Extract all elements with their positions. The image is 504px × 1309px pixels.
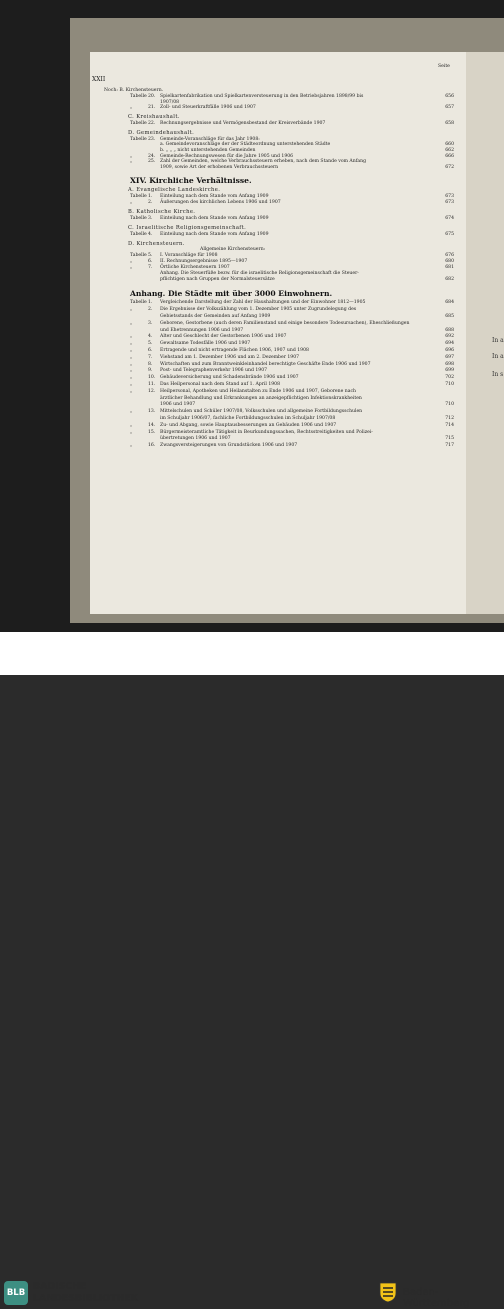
table-number: 15. [148,429,156,435]
row-label: „ [130,354,133,360]
continued-header: Noch: B. Kirchensteuern. [104,88,164,93]
page-ref: 675 [445,232,454,238]
page-ref: 692 [445,334,454,340]
page-ref: 699 [445,368,454,374]
entry-title: pflichtigen nach Gruppen der Normalsteuersätze [160,277,275,283]
page-number: XXII [92,76,106,83]
row-label: „ [130,409,133,415]
adjacent-text: In a [492,337,504,344]
entry-title: Äußerungen des kirchlichen Lebens 1906 und 1907 [160,200,281,206]
page-ref: 673 [445,200,454,206]
page-ref: 710 [445,402,454,408]
row-label: Tabelle [130,300,147,306]
scan-background [0,0,504,632]
page-ref: 698 [445,361,454,367]
page-ref: 676 [445,253,454,259]
entry-title: 1907/08 [160,99,180,105]
entry-title: 1909, sowie Art der erhobenen Verbrauchssteuern [160,164,279,170]
row-label: „ [130,348,133,353]
row-label: Tabelle [130,120,147,126]
entry-title: Die Ergebnisse der Volkszählung vom 1. Dezember 1905 unter Zugrundelegung des [160,307,357,313]
page-ref: 680 [445,259,454,265]
entry-title: Spielkartenfabrikation und Spielkartenversteuerung in den Betriebsjahren 1898/99 bis [160,94,364,99]
entry-title: Einteilung nach dem Stande vom Anfang 1909 [160,194,269,200]
row-label: „ [130,307,133,313]
table-number: 10. [148,375,156,381]
table-number: 21. [148,105,156,111]
entry-title: Bürgermeisteramtliche Tätigkeit in Beurkundungssachen, Rechtsstreitigkeiten und Polizei- [160,429,373,435]
library-name-line2: LANDESBIBLIOTHEK [33,1292,139,1304]
adjacent-text: In a [492,353,504,360]
page-ref: 688 [445,327,454,333]
entry-title: a. Gemeindevoranschläge der der Städteordnung unterstehenden Städte [160,142,331,148]
table-number: 6. [148,259,153,265]
table-number: 3. [148,320,153,326]
blb-logo[interactable]: BLB [4,1281,28,1305]
table-number: 7. [148,265,153,271]
entry-title: Gemeinde-Rechnungswesen für die Jahre 1905 und 1906 [160,153,294,159]
table-number: 14. [148,422,156,428]
row-label: Tabelle [130,232,147,238]
entry-title: b. „ „ „ nicht unterstehenden Gemeinden [160,148,256,153]
page-ref: 696 [445,348,454,353]
row-label: „ [130,153,133,159]
table-number: 23. [148,136,156,142]
row-label: „ [130,341,133,347]
table-number: 12. [148,388,156,394]
row-label: „ [130,259,133,265]
table-number: 2. [148,307,153,313]
row-label: Tabelle [130,253,147,259]
row-label: Tabelle [130,136,147,142]
adjacent-page [466,52,504,614]
seite-label: Seite [438,64,450,69]
row-label: „ [130,320,133,326]
entry-title: Zahl der Gemeinden, welche Verbrauchssteuern erheben, nach dem Stande vom Anfang [160,159,367,165]
page-ref: 662 [445,148,454,153]
page-ref: 657 [445,105,454,111]
state-name[interactable]: Baden-Württemberg [403,1287,470,1309]
subsection-title: Allgemeine Kirchensteuern: [200,247,266,253]
page-ref: 673 [445,194,454,200]
page-ref: 666 [445,153,454,159]
entry-title: Das Heilpersonal nach dem Stand auf 1. April 1908 [160,382,281,387]
page-ref: 694 [445,341,454,347]
entry-title: Einteilung nach dem Stande vom Anfang 1909 [160,216,269,222]
table-number: 6. [148,348,153,353]
row-label: „ [130,159,133,165]
row-label: „ [130,382,133,387]
entry-title: II. Rechnungsergebnisse 1895—1907 [160,259,248,265]
page-ref: 714 [445,422,454,428]
entry-title: Gebietsstands der Gemeinden auf Anfang 1909 [160,314,271,319]
entry-title: Gebäudeversicherung und Schadensbrände 1906 und 1907 [160,375,299,381]
entry-title: Alter und Geschlecht der Gestorbenen 1906 und 1907 [160,334,287,340]
table-number: 5. [148,253,153,259]
table-number: 9. [148,368,153,374]
entry-title: Zwangsversteigerungen von Grundstücken 1906 und 1907 [160,443,298,449]
table-number: 20. [148,94,156,99]
entry-title: Post- und Telegraphenverkehr 1906 und 1907 [160,368,268,374]
table-number: 2. [148,200,153,206]
table-number: 8. [148,361,153,367]
entry-title: Einteilung nach dem Stande vom Anfang 1909 [160,232,269,238]
entry-title: Örtliche Kirchensteuern 1907 [160,265,230,271]
entry-title: Zoll- und Steuerkraftfälle 1906 und 1907 [160,105,256,111]
table-number: 22. [148,120,156,126]
page-ref: 715 [445,436,454,442]
entry-title: ärztlicher Behandlung und Erkrankungen an anzeigepflichtigen Infektionskrankheiten [160,395,362,401]
page-ref: 681 [445,265,454,271]
page-ref: 717 [445,443,454,449]
table-number: 4. [148,232,153,238]
entry-title: Wirtschaften und zum Branntweinkleinhandel berechtigte Geschäfte Ende 1906 und 1907 [160,361,371,367]
entry-title: I. Voranschläge für 1908 [160,253,218,259]
section-header: A. Evangelische Landeskirche. [128,187,221,194]
entry-title: Gemeinde-Voranschläge für das Jahr 1908: [160,136,260,142]
library-name[interactable] [33,1281,138,1304]
row-label: Tabelle [130,94,147,99]
row-label: Tabelle [130,216,147,222]
section-header: B. Katholische Kirche. [128,209,196,216]
table-number: 7. [148,354,153,360]
entry-title: Rechnungsergebnisse und Vermögensbestand der Kreisverbände 1907 [160,120,326,126]
section-header: D. Kirchensteuern. [128,241,185,248]
entry-title: Viehstand am 1. Dezember 1906 und am 2. Dezember 1907 [160,354,300,360]
footer-bar [0,632,504,1309]
section-header: D. Gemeindehaushalt. [128,129,195,136]
table-number: 1. [148,194,153,200]
row-label: „ [130,388,133,394]
table-number: 11. [148,382,156,387]
page-ref: 702 [445,375,454,381]
entry-title: Heilpersonal, Apotheken und Heilanstalten zu Ende 1906 und 1907, Geborene nach [160,388,356,394]
entry-title: Ertragende und nicht ertragende Flächen 1906, 1907 und 1908 [160,348,309,353]
row-label: „ [130,443,133,449]
page-ref: 672 [445,164,454,170]
chapter-title: XIV. Kirchliche Verhältnisse. [130,176,252,186]
adjacent-text: In s [492,371,504,378]
entry-title: übertretungen 1906 und 1907 [160,436,231,442]
table-number: 13. [148,409,156,415]
table-number: 1. [148,300,153,306]
row-label: Tabelle [130,194,147,200]
page-ref: 684 [445,300,454,306]
book-page [90,52,466,614]
page-ref: 682 [445,277,454,283]
entry-title: Zu- und Abgang, sowie Hauptausbesserungen an Gebäuden 1906 und 1907 [160,422,337,428]
entry-title: Mittelschulen und Schüler 1907/08, Volksschulen und allgemeine Fortbildungsschulen [160,409,363,415]
table-number: 4. [148,334,153,340]
table-number: 5. [148,341,153,347]
page-ref: 660 [445,142,454,148]
entry-title: und Ehetrennungen 1906 und 1907 [160,327,244,333]
page-ref: 685 [445,314,454,319]
entry-title: 1906 und 1907 [160,402,196,408]
page-ref: 712 [445,416,454,421]
entry-title: Anhang. Die Steuerfüße bezw. für die israelitische Religionsgemeinschaft die Steuer- [160,271,359,277]
entry-title: im Schuljahr 1906/07, fachliche Fortbildungsschulen im Schuljahr 1907/08 [160,416,336,421]
row-label: „ [130,429,133,435]
table-number: 25. [148,159,156,165]
table-number: 16. [148,443,156,449]
row-label: „ [130,361,133,367]
row-label: „ [130,105,133,111]
table-number: 3. [148,216,153,222]
page-ref: 674 [445,216,454,222]
row-label: „ [130,265,133,271]
section-header: C. Kreishaushalt. [128,113,180,120]
entry-title: Gewaltsame Todesfälle 1906 und 1907 [160,341,251,347]
page-ref: 656 [445,94,454,99]
row-label: „ [130,200,133,206]
row-label: „ [130,375,133,381]
page-ref: 658 [445,120,454,126]
row-label: „ [130,334,133,340]
row-label: „ [130,368,133,374]
appendix-title: Anhang. Die Städte mit über 3000 Einwohnern. [130,289,333,299]
page-ref: 710 [445,382,454,387]
page-ref: 697 [445,354,454,360]
entry-title: Geborene, Gestorbene (auch deren Familienstand und einige besondere Todesursachen), Eheschließungen [160,320,410,326]
entry-title: Vergleichende Darstellung der Zahl der Haushaltungen und der Einwohner 1812—1905 [160,300,366,306]
library-name-line1: BADISCHE [33,1281,87,1292]
baden-wuerttemberg-crest-icon [377,1281,399,1303]
table-number: 24. [148,153,156,159]
section-header: C. Israelitische Religionsgemeinschaft. [128,225,247,232]
row-label: „ [130,422,133,428]
